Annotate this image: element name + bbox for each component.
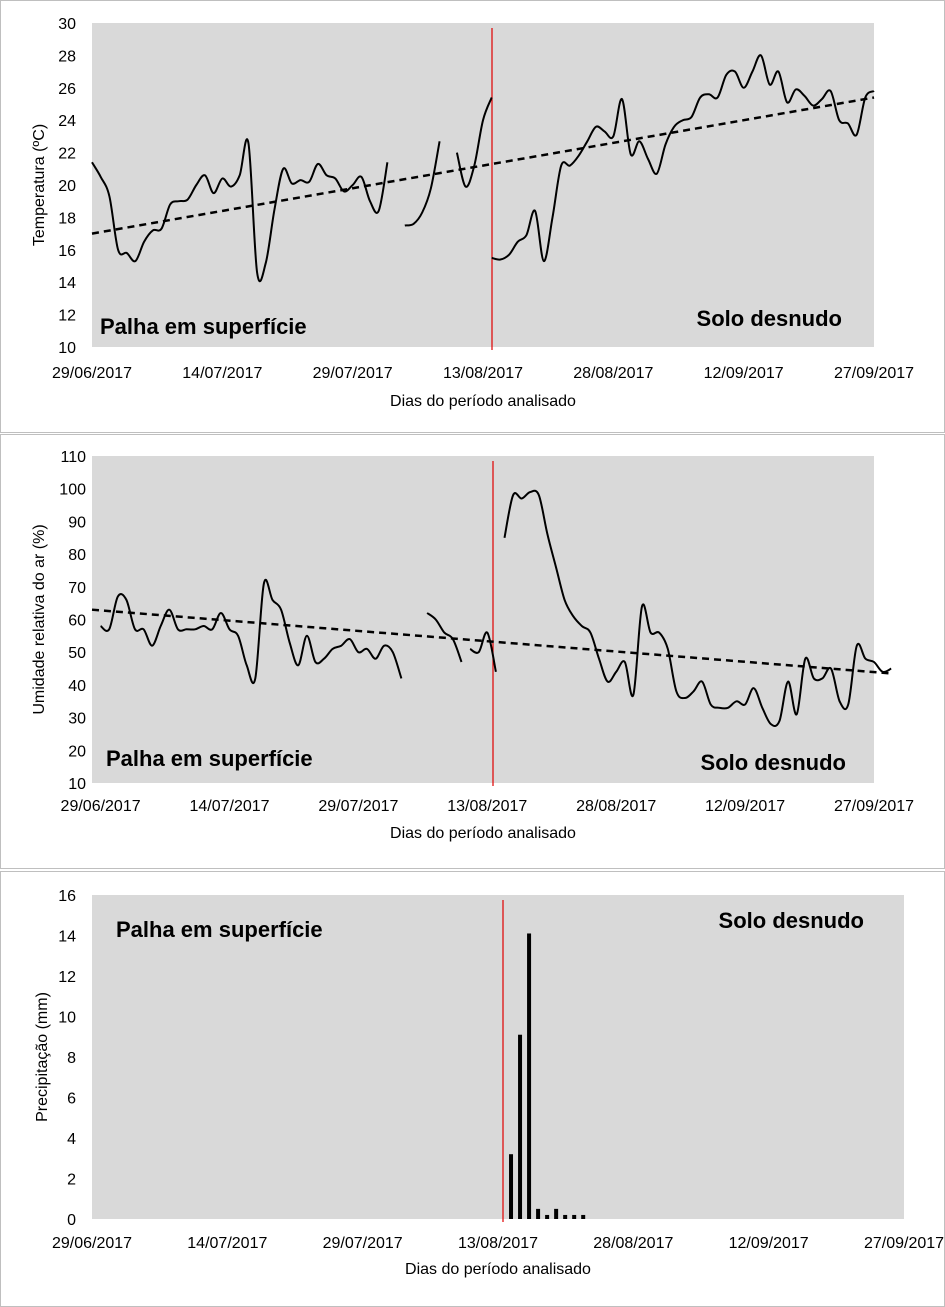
y-axis-title: Temperatura (ºC) (31, 123, 48, 247)
humidity-chart (0, 434, 945, 869)
x-tick-label: 12/09/2017 (705, 798, 786, 815)
annotation-straw-surface: Palha em superfície (100, 314, 307, 339)
y-tick-label: 28 (58, 48, 76, 66)
x-tick-label: 14/07/2017 (182, 365, 263, 382)
y-tick-label: 50 (68, 645, 86, 663)
y-tick-label: 80 (68, 547, 86, 565)
y-tick-label: 14 (58, 275, 76, 293)
y-tick-label: 90 (68, 514, 86, 532)
y-tick-label: 10 (58, 1009, 76, 1027)
y-tick-label: 20 (58, 178, 76, 195)
x-tick-label: 14/07/2017 (189, 798, 270, 815)
x-tick-label: 27/09/2017 (833, 365, 915, 382)
y-tick-label: 12 (58, 307, 76, 325)
x-tick-label: 29/06/2017 (51, 365, 133, 382)
x-tick-label: 29/07/2017 (312, 365, 393, 382)
y-tick-label: 110 (60, 449, 86, 466)
y-tick-label: 10 (68, 776, 86, 793)
y-axis-title: Precipitação (mm) (34, 992, 51, 1122)
x-tick-label: 12/09/2017 (728, 1235, 809, 1252)
y-tick-label: 6 (67, 1090, 76, 1108)
precipitation-bar (554, 1209, 558, 1219)
x-tick-label: 29/07/2017 (318, 798, 399, 815)
y-tick-label: 40 (68, 677, 86, 695)
temperature-chart-panel (0, 0, 945, 433)
y-tick-label: 100 (59, 481, 86, 499)
x-axis-title: Dias do período analisado (390, 825, 576, 842)
annotation-bare-soil: Solo desnudo (700, 750, 846, 775)
y-tick-label: 20 (68, 743, 86, 761)
x-tick-label: 14/07/2017 (187, 1235, 268, 1252)
precipitation-chart-panel (0, 871, 945, 1307)
x-tick-label: 29/07/2017 (322, 1235, 403, 1252)
precipitation-bar (536, 1209, 540, 1219)
precipitation-bar (563, 1215, 567, 1219)
precipitation-bar (581, 1215, 585, 1219)
x-tick-label: 12/09/2017 (703, 365, 784, 382)
y-tick-label: 4 (67, 1131, 76, 1148)
x-tick-label: 29/06/2017 (60, 798, 141, 815)
humidity-chart-panel (0, 434, 945, 869)
y-tick-label: 16 (58, 888, 76, 905)
y-tick-label: 24 (58, 113, 76, 131)
x-tick-label: 28/08/2017 (593, 1235, 674, 1252)
y-tick-label: 22 (58, 145, 76, 163)
temperature-chart (0, 0, 945, 433)
y-tick-label: 60 (68, 612, 86, 630)
y-tick-label: 10 (58, 340, 76, 357)
y-tick-label: 26 (58, 80, 76, 98)
x-tick-label: 29/06/2017 (51, 1235, 133, 1252)
y-axis-title: Umidade relativa do ar (%) (31, 524, 48, 715)
x-tick-label: 13/08/2017 (442, 365, 524, 382)
y-tick-label: 30 (68, 710, 86, 728)
precipitation-bar (527, 933, 531, 1219)
x-tick-label: 13/08/2017 (447, 798, 528, 815)
x-axis-title: Dias do período analisado (405, 1261, 591, 1278)
y-tick-label: 18 (58, 210, 76, 228)
x-tick-label: 13/08/2017 (457, 1235, 539, 1252)
plot-area (92, 895, 904, 1219)
y-tick-label: 2 (67, 1171, 76, 1189)
y-tick-label: 8 (67, 1050, 76, 1067)
annotation-bare-soil: Solo desnudo (696, 306, 842, 331)
y-tick-label: 70 (68, 579, 86, 597)
y-tick-label: 16 (58, 242, 76, 260)
annotation-straw-surface: Palha em superfície (116, 917, 323, 942)
precipitation-bar (509, 1154, 513, 1219)
x-tick-label: 28/08/2017 (576, 798, 657, 815)
annotation-straw-surface: Palha em superfície (106, 746, 313, 771)
x-axis-title: Dias do período analisado (390, 393, 576, 410)
y-tick-label: 0 (67, 1212, 76, 1229)
precipitation-chart (0, 871, 945, 1307)
x-tick-label: 27/09/2017 (863, 1235, 945, 1252)
annotation-bare-soil: Solo desnudo (718, 908, 864, 933)
precipitation-bar (572, 1215, 576, 1219)
x-tick-label: 28/08/2017 (573, 365, 654, 382)
y-tick-label: 12 (58, 969, 76, 986)
y-tick-label: 30 (58, 16, 76, 33)
precipitation-bar (545, 1215, 549, 1219)
precipitation-bar (518, 1035, 522, 1219)
y-tick-label: 14 (58, 928, 76, 946)
x-tick-label: 27/09/2017 (833, 798, 915, 815)
plot-area (92, 456, 874, 783)
